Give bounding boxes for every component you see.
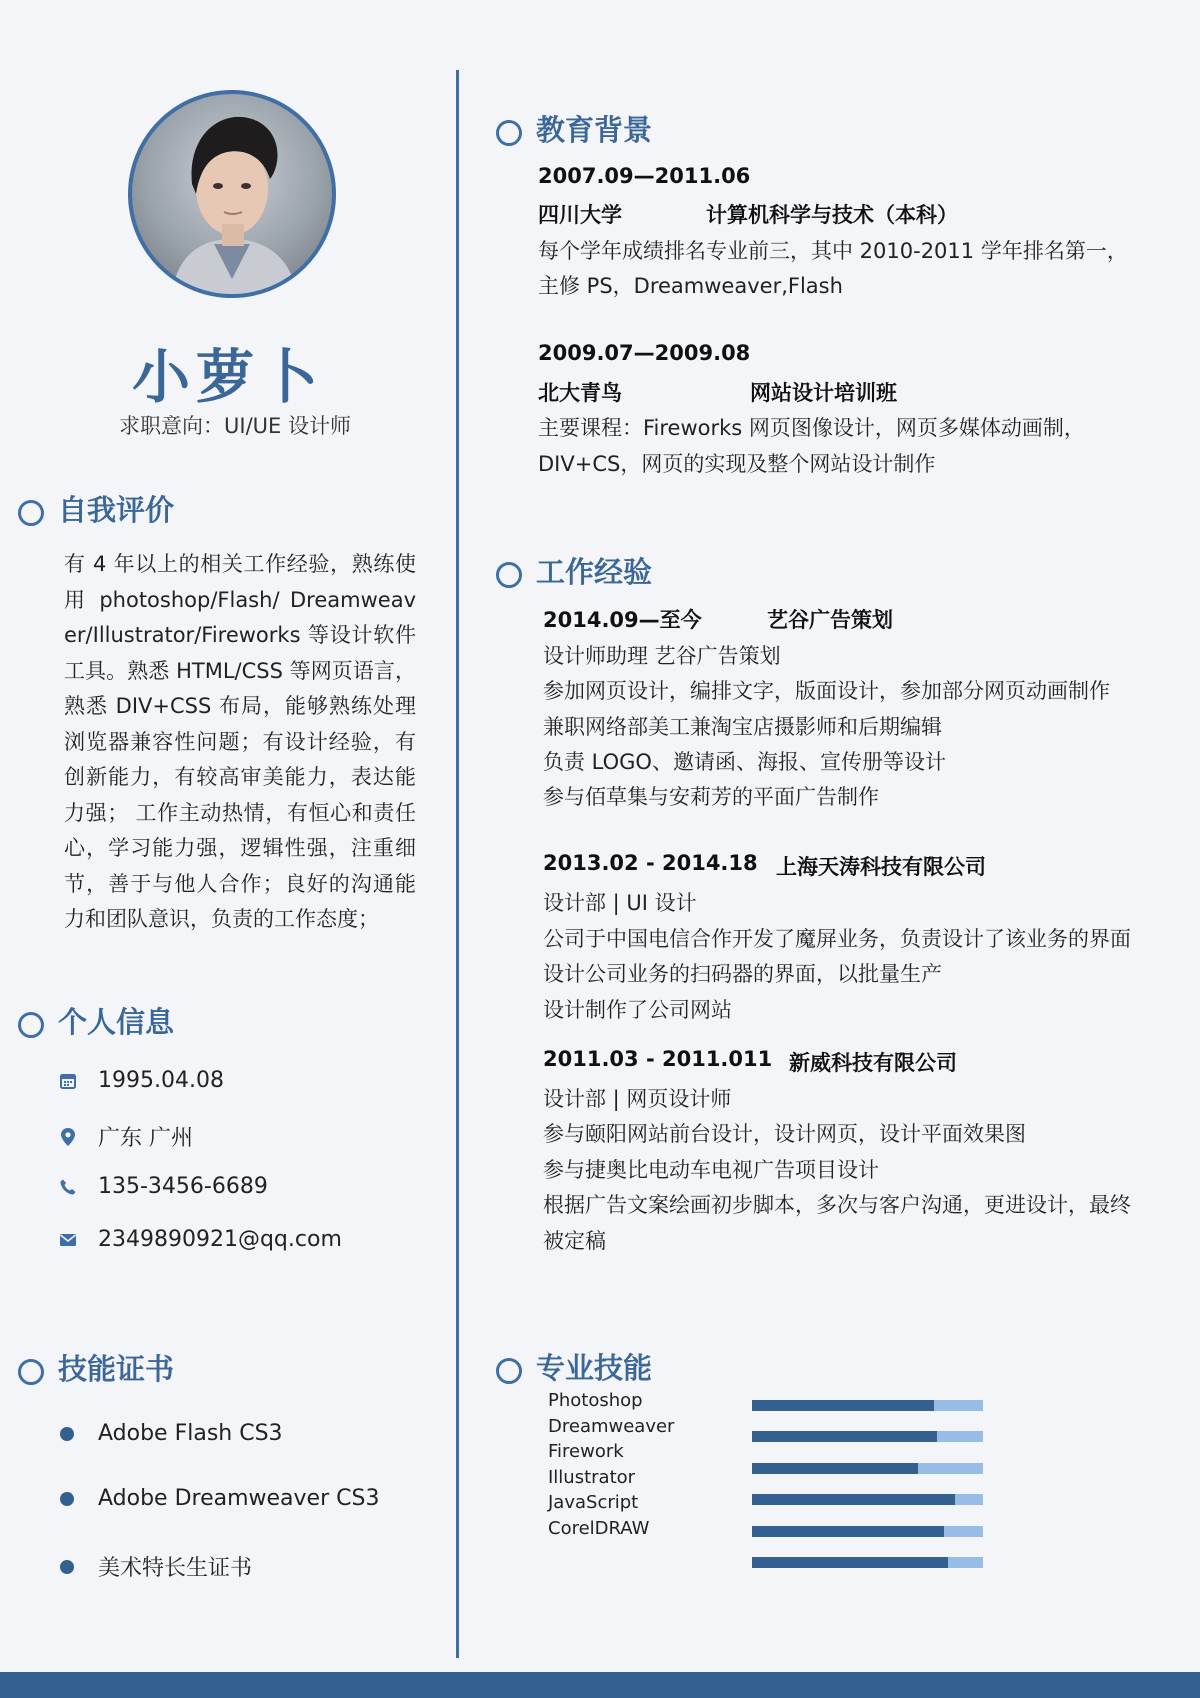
info-value: 2349890921@qq.com: [98, 1227, 342, 1252]
certificate-label: Adobe Dreamweaver CS3: [98, 1486, 380, 1511]
info-email: [58, 1227, 342, 1252]
education-school: 北大青鸟: [538, 381, 622, 405]
section-title: 工作经验: [536, 555, 653, 589]
work-detail: 公司于中国电信合作开发了魔屏业务，负责设计了该业务的界面: [543, 927, 1131, 951]
skill-bar-fill: [752, 1463, 918, 1474]
work-detail: 兼职网络部美工兼淘宝店摄影师和后期编辑: [543, 715, 942, 739]
section-title: 个人信息: [58, 1005, 175, 1039]
work-company: 新威科技有限公司: [789, 1051, 957, 1075]
skill-label: Illustrator: [548, 1466, 636, 1488]
work-detail: 设计制作了公司网站: [543, 998, 732, 1022]
education-detail: 主要课程：Fireworks 网页图像设计，网页多媒体动画制，: [538, 416, 1085, 440]
education-major: 计算机科学与技术（本科）: [706, 203, 958, 227]
avatar: [128, 90, 336, 298]
info-value: 广东 广州: [98, 1126, 193, 1151]
section-title: 教育背景: [536, 113, 653, 147]
skill-bar-track: [752, 1526, 983, 1537]
certificate-item: [60, 1551, 252, 1582]
section-self-eval: [18, 488, 174, 529]
info-birthdate: [58, 1068, 224, 1093]
work-date: 2013.02 - 2014.18: [543, 851, 758, 875]
section-circle-icon: [18, 1359, 44, 1385]
candidate-name: 小萝卜: [131, 343, 324, 411]
education-date: 2007.09—2011.06: [538, 164, 751, 188]
skill-bar-fill: [752, 1557, 948, 1568]
skill-label: CorelDRAW: [548, 1518, 650, 1539]
portrait-icon: [132, 94, 332, 294]
section-circle-icon: [496, 120, 522, 146]
footer-band: [0, 1672, 1200, 1698]
section-title: 专业技能: [536, 1351, 653, 1385]
skill-bar-track: [752, 1400, 983, 1411]
certificate-item: [60, 1421, 283, 1446]
section-circle-icon: [496, 1358, 522, 1384]
info-phone: [58, 1174, 268, 1199]
bullet-icon: [60, 1560, 74, 1574]
certificate-label: Adobe Flash CS3: [98, 1421, 283, 1446]
skill-label: JavaScript: [548, 1492, 639, 1514]
section-circle-icon: [496, 562, 522, 588]
education-detail: 主修 PS，Dreamweaver,Flash: [538, 274, 843, 298]
skill-bar-fill: [752, 1494, 955, 1505]
skill-label: Firework: [548, 1441, 624, 1463]
work-detail: 根据广告文案绘画初步脚本，多次与客户沟通，更进设计，最终: [543, 1193, 1131, 1217]
education-detail: 每个学年成绩排名专业前三，其中 2010-2011 学年排名第一，: [538, 239, 1128, 263]
self-eval-text: 有 4 年以上的相关工作经验，熟练使用 photoshop/Flash/ Dreamweaver/Illustrator/Fireworks 等设计软件工具。熟悉 HTML/CSS 等网页语言，熟悉 DIV+CSS 布局，能够熟练处理浏览器兼容性问题；有设计经验，有创新能力，有较高审美能力，表达能力强； 工作主动热情，有恒心和责任心，学习能力强，逻辑性强，注重细节，善于与他人合作；良好的沟通能力和团队意识，负责的工作态度；: [64, 552, 416, 931]
skill-bar-fill: [752, 1526, 944, 1537]
skill-bar-track: [752, 1557, 983, 1568]
phone-icon: [58, 1177, 78, 1197]
job-intent: 求职意向：UI/UE 设计师: [119, 414, 351, 438]
bullet-icon: [60, 1427, 74, 1441]
calendar-icon: [58, 1071, 78, 1091]
section-education: [496, 108, 652, 149]
work-company: 上海天涛科技有限公司: [776, 855, 986, 879]
skill-bar-track: [752, 1463, 983, 1474]
skill-bar-fill: [752, 1400, 934, 1411]
work-detail: 设计公司业务的扫码器的界面，以批量生产: [543, 962, 942, 986]
certificate-label: 美术特长生证书: [98, 1556, 253, 1581]
education-major: 网站设计培训班: [750, 381, 897, 405]
mail-icon: [58, 1230, 78, 1250]
section-title: 技能证书: [58, 1352, 175, 1386]
work-detail: 设计部 | 网页设计师: [543, 1087, 732, 1111]
certificate-item: [60, 1486, 379, 1511]
education-date: 2009.07—2009.08: [538, 341, 751, 365]
work-detail: 被定稿: [543, 1229, 606, 1253]
skill-label: Photoshop: [548, 1390, 643, 1411]
bullet-icon: [60, 1492, 74, 1506]
work-detail: 参与佰草集与安莉芳的平面广告制作: [543, 785, 879, 809]
skill-label: Dreamweaver: [548, 1415, 675, 1437]
work-detail: 负责 LOGO、邀请函、海报、宣传册等设计: [543, 750, 946, 774]
work-company: 艺谷广告策划: [767, 608, 893, 632]
skill-bar-fill: [752, 1431, 937, 1442]
column-divider: [456, 70, 459, 1658]
section-certificates: [18, 1347, 174, 1388]
skill-bar-track: [752, 1431, 983, 1442]
section-circle-icon: [18, 1012, 44, 1038]
section-personal-info: [18, 1000, 174, 1041]
education-school: 四川大学: [538, 203, 622, 227]
work-date: 2011.03 - 2011.011: [543, 1047, 773, 1071]
section-work: [496, 550, 652, 591]
section-circle-icon: [18, 500, 44, 526]
education-detail: DIV+CS，网页的实现及整个网站设计制作: [538, 452, 936, 476]
section-skills: [496, 1346, 652, 1387]
info-location: [58, 1121, 193, 1152]
location-pin-icon: [58, 1127, 78, 1147]
skill-bar-track: [752, 1494, 983, 1505]
info-value: 1995.04.08: [98, 1068, 224, 1093]
work-detail: 设计师助理 艺谷广告策划: [543, 644, 781, 668]
work-detail: 参与颐阳网站前台设计，设计网页，设计平面效果图: [543, 1122, 1026, 1146]
section-title: 自我评价: [58, 493, 175, 527]
work-detail: 设计部 | UI 设计: [543, 891, 697, 915]
work-detail: 参加网页设计，编排文字，版面设计，参加部分网页动画制作: [543, 679, 1110, 703]
info-value: 135-3456-6689: [98, 1174, 268, 1199]
work-date: 2014.09—至今: [543, 608, 702, 632]
work-detail: 参与捷奥比电动车电视广告项目设计: [543, 1158, 879, 1182]
